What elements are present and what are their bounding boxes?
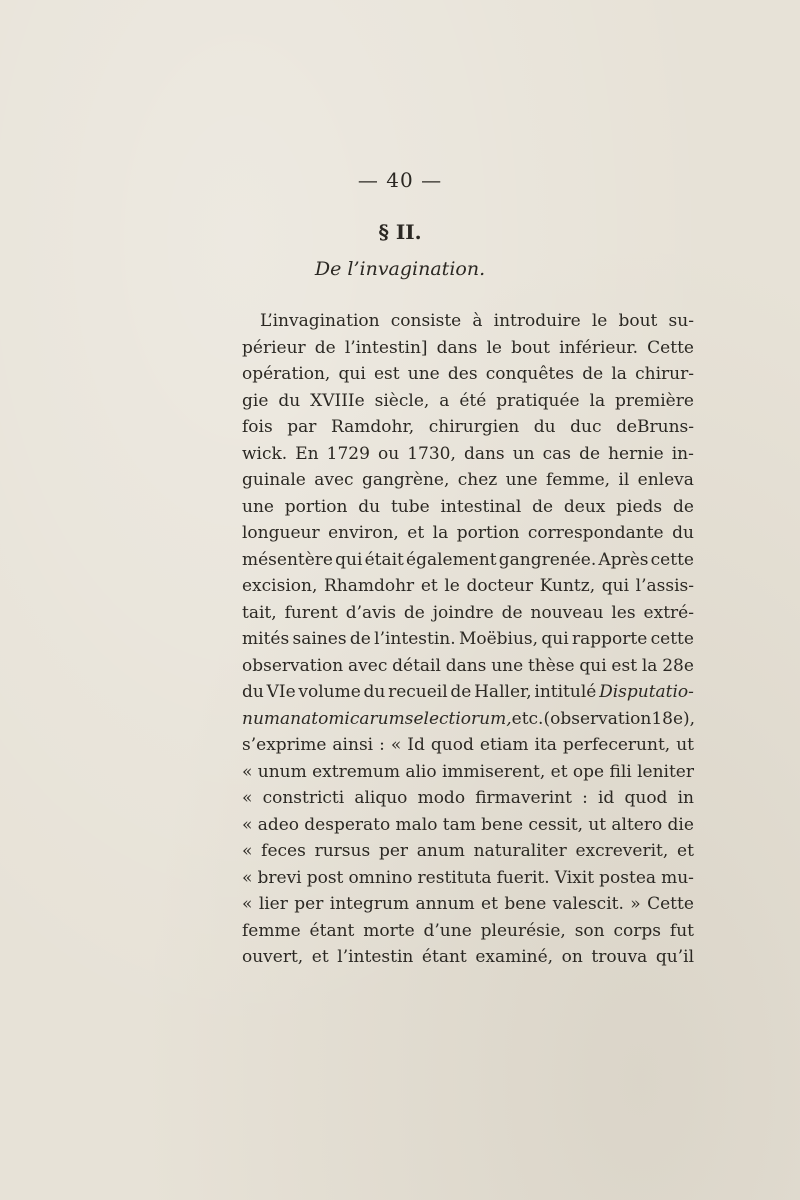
text-line: « adeo desperato malo tam bene cessit, ut altero die bbox=[242, 814, 694, 835]
text-line: longueur environ, et la portion correspondante du bbox=[242, 523, 694, 543]
text-line: guinale avec gangrène, chez une femme, il enleva bbox=[242, 470, 694, 490]
text-line: du VIe volume du recueil de Haller, intitulé Disputatio- bbox=[242, 682, 694, 702]
text-line: « unum extremum alio immiserent, et ope fili leniter bbox=[242, 761, 694, 782]
page-number: — 40 — bbox=[357, 168, 443, 192]
text-line: « lier per integrum annum et bene valescit. » Cette bbox=[242, 894, 694, 914]
text-line: femme étant morte d’une pleurésie, son corps fut bbox=[242, 920, 694, 941]
text-line: L’invagination consiste à introduire le bout su- bbox=[260, 311, 694, 331]
text-line: fois par Ramdohr, chirurgien du duc deBruns- bbox=[242, 417, 694, 437]
text-line: num anatomicarum selectiorum, etc. (observation 18e), bbox=[242, 708, 696, 729]
text-line: excision, Rhamdohr et le docteur Kuntz, qui l’assis- bbox=[242, 576, 694, 596]
text-line: périeur de l’intestin] dans le bout inférieur. Cette bbox=[242, 337, 694, 358]
text-line: mités saines de l’intestin. Moëbius, qui rapporte cette bbox=[242, 629, 694, 649]
text-line: gie du XVIIIe siècle, a été pratiquée la première bbox=[242, 390, 694, 411]
section-title: § II. bbox=[378, 220, 422, 244]
text-line: wick. En 1729 ou 1730, dans un cas de hernie in- bbox=[242, 443, 694, 464]
text-line: « constricti aliquo modo firmaverint : id quod in bbox=[242, 788, 694, 808]
text-line: observation avec détail dans une thèse qui est la 28e bbox=[242, 655, 694, 676]
text-line: ouvert, et l’intestin étant examiné, on trouva qu’il bbox=[242, 947, 694, 967]
section-subtitle: De l’invagination. bbox=[314, 258, 486, 280]
body-text bbox=[242, 308, 694, 971]
text-line: s’exprime ainsi : « Id quod etiam ita perfecerunt, ut bbox=[242, 735, 694, 755]
text-line: une portion du tube intestinal de deux pieds de bbox=[242, 496, 694, 517]
text-line: « feces rursus per anum naturaliter excreverit, et bbox=[242, 841, 694, 861]
text-line: tait, furent d’avis de joindre de nouveau les extré- bbox=[242, 602, 694, 623]
text-line: « brevi post omnino restituta fuerit. Vixit postea mu- bbox=[242, 867, 694, 888]
text-line: opération, qui est une des conquêtes de la chirur- bbox=[242, 364, 694, 384]
text-line: mésentère qui était également gangrenée. Après cette bbox=[242, 549, 694, 570]
